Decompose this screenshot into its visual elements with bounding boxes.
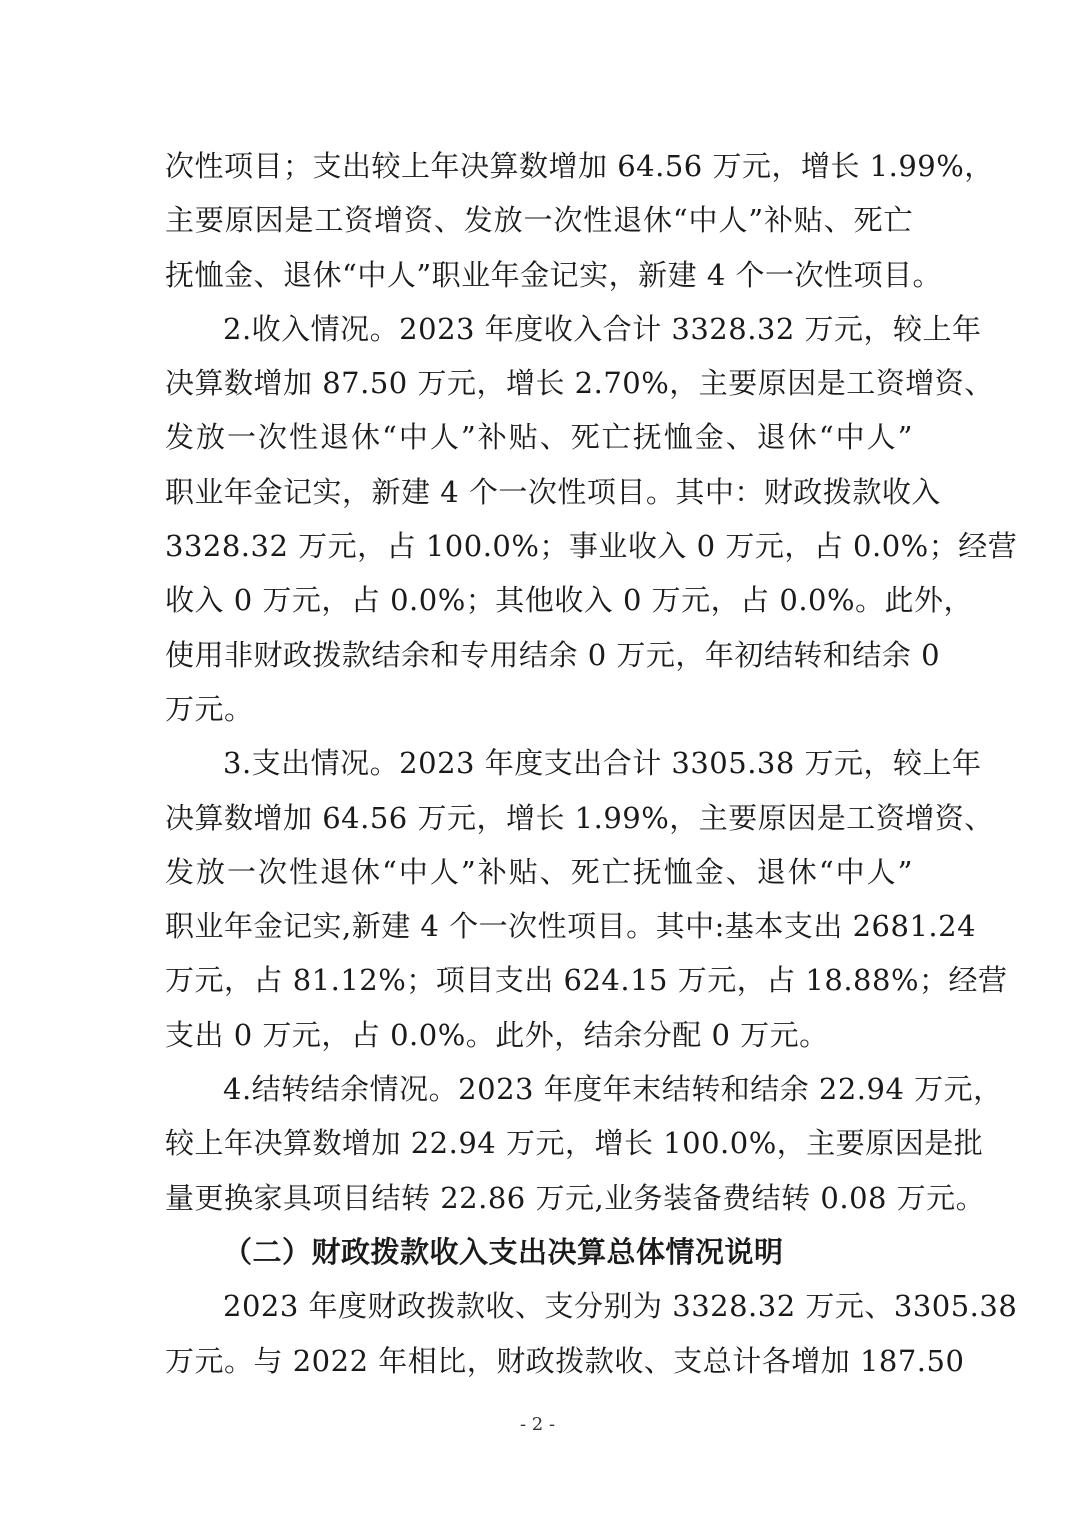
text-line: 3328.32 万元，占 100.0%；事业收入 0 万元，占 0.0%；经营 [165, 529, 1018, 564]
paragraph-balance-start: 4.结转结余情况。2023 年度年末结转和结余 22.94 万元， [223, 1072, 1003, 1107]
text-line: 支出 0 万元，占 0.0%。此外，结余分配 0 万元。 [165, 1017, 829, 1052]
text-line: 主要原因是工资增资、发放一次性退休“中人”补贴、死亡 [165, 203, 913, 238]
paragraph-income-start: 2.收入情况。2023 年度收入合计 3328.32 万元，较上年 [223, 311, 982, 346]
text-line: 次性项目；支出较上年决算数增加 64.56 万元，增长 1.99%， [165, 149, 994, 183]
text-line: 决算数增加 64.56 万元，增长 1.99%，主要原因是工资增资、 [165, 800, 994, 835]
text-line: 收入 0 万元，占 0.0%；其他收入 0 万元，占 0.0%。此外， [165, 583, 974, 618]
text-line: 量更换家具项目结转 22.86 万元,业务装备费结转 0.08 万元。 [165, 1180, 986, 1215]
text-line: 万元。与 2022 年相比，财政拨款收、支总计各增加 187.50 [165, 1343, 965, 1378]
page-number: - 2 - [519, 1414, 556, 1435]
text-line: 万元，占 81.12%；项目支出 624.15 万元，占 18.88%；经营 [165, 963, 1008, 998]
text-line: 使用非财政拨款结余和专用结余 0 万元，年初结转和结余 0 [165, 637, 941, 672]
document-body [165, 139, 1018, 1388]
paragraph-expense-start: 3.支出情况。2023 年度支出合计 3305.38 万元，较上年 [223, 746, 982, 781]
text-line: 万元。 [165, 691, 254, 726]
text-line: 决算数增加 87.50 万元，增长 2.70%，主要原因是工资增资、 [165, 366, 994, 401]
paragraph-appropriation-start: 2023 年度财政拨款收、支分别为 3328.32 万元、3305.38 [223, 1289, 1018, 1324]
text-line: 职业年金记实,新建 4 个一次性项目。其中:基本支出 2681.24 [165, 909, 977, 944]
text-line: 职业年金记实，新建 4 个一次性项目。其中：财政拨款收入 [165, 474, 941, 509]
text-line: 发放一次性退休“中人”补贴、死亡抚恤金、退休“中人” [165, 420, 913, 455]
section-heading: （二）财政拨款收入支出决算总体情况说明 [223, 1234, 784, 1269]
text-line: 发放一次性退休“中人”补贴、死亡抚恤金、退休“中人” [165, 854, 913, 889]
text-line: 抚恤金、退休“中人”职业年金记实，新建 4 个一次性项目。 [165, 257, 943, 292]
text-line: 较上年决算数增加 22.94 万元，增长 100.0%，主要原因是批 [165, 1126, 984, 1161]
